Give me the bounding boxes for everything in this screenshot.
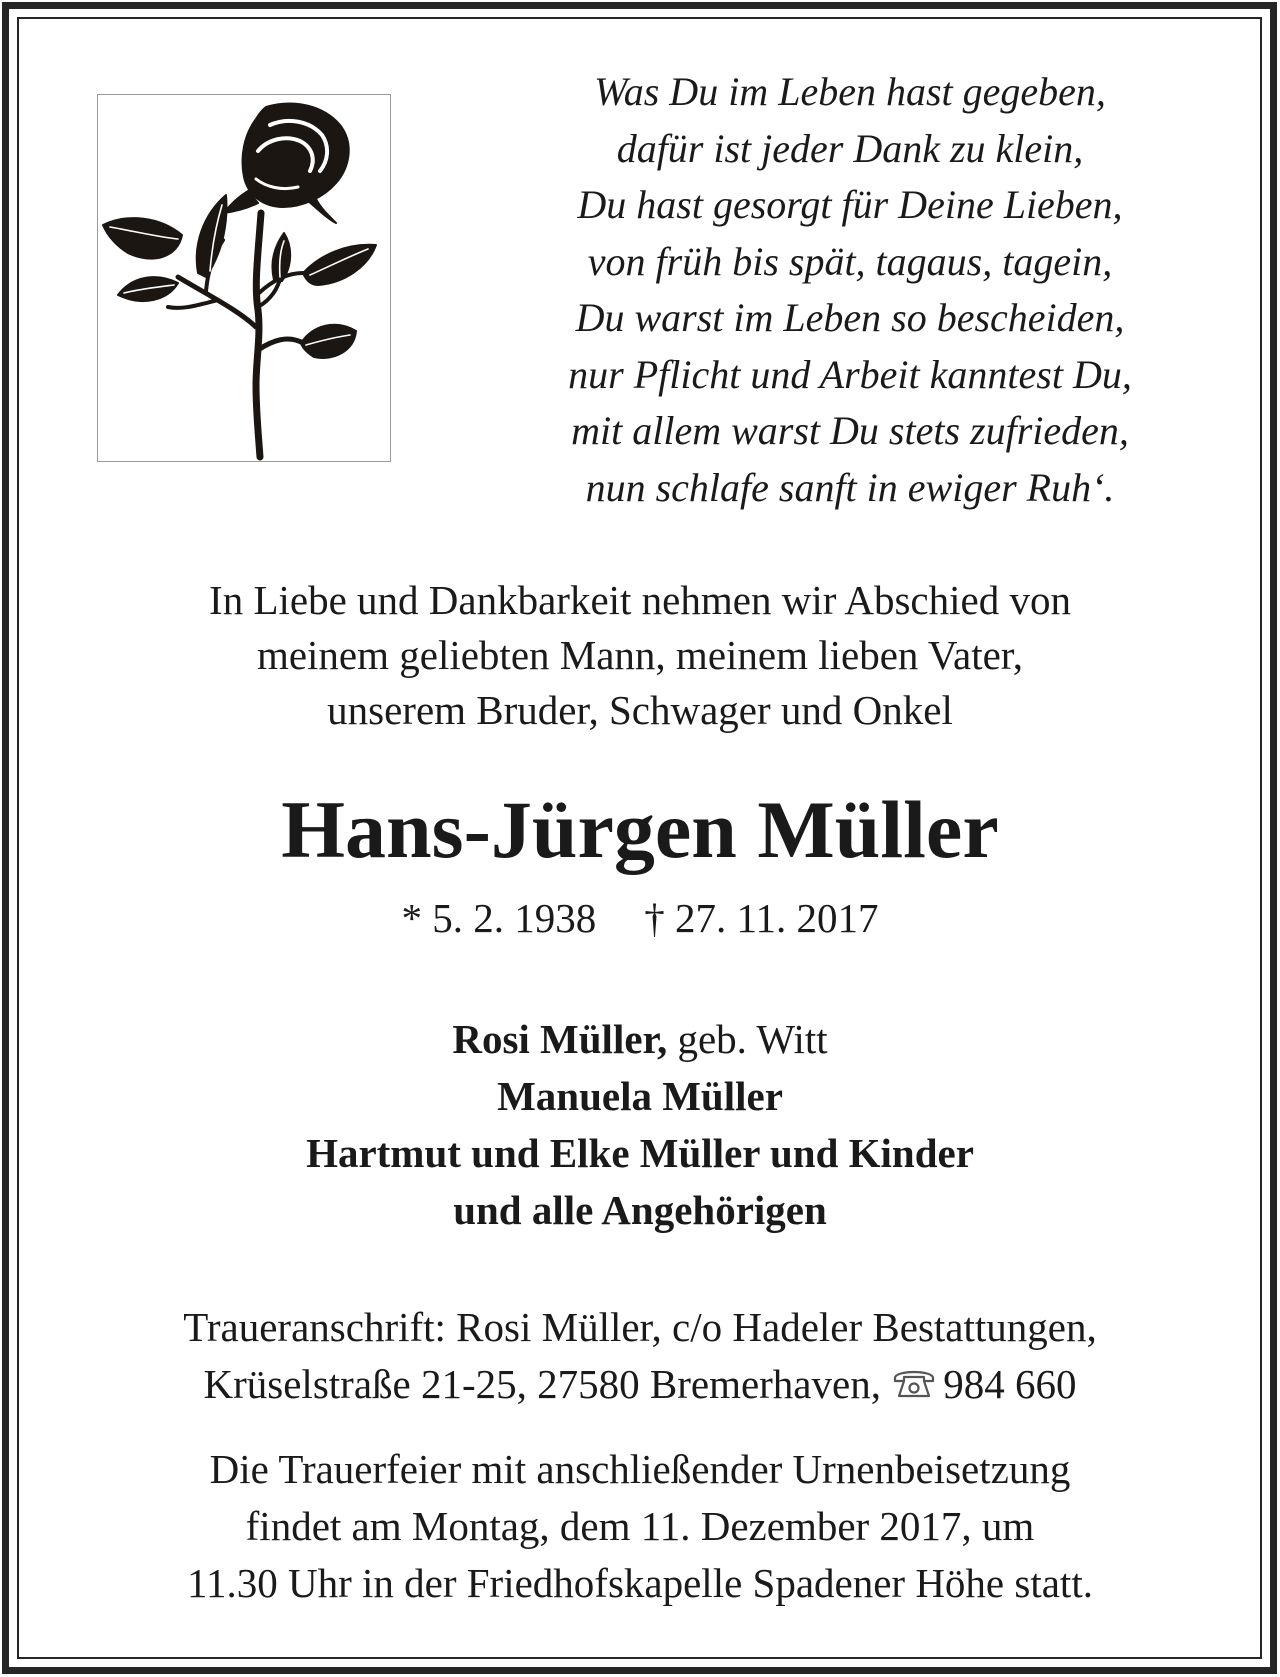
poem xyxy=(470,64,1230,516)
poem-line: Was Du im Leben hast gegeben, xyxy=(594,69,1106,114)
mourner-name: Rosi Müller, xyxy=(452,1016,668,1062)
intro-line: meinem geliebten Mann, meinem lieben Vater, xyxy=(256,632,1024,678)
mourner-line: Manuela Müller xyxy=(497,1073,783,1119)
telephone-icon xyxy=(891,1366,937,1400)
ceremony-line: findet am Montag, dem 11. Dezember 2017, um xyxy=(245,1503,1035,1549)
mourner-line: Hartmut und Elke Müller und Kinder xyxy=(306,1130,974,1176)
rose-image-box xyxy=(97,94,391,462)
address-street: Krüselstraße 21-25, 27580 Bremerhaven, xyxy=(203,1361,892,1407)
mourner-maiden-name: geb. Witt xyxy=(667,1016,828,1062)
ceremony-info xyxy=(40,1441,1240,1612)
poem-line: von früh bis spät, tagaus, tagein, xyxy=(587,238,1113,284)
mourning-address xyxy=(40,1299,1240,1413)
address-line: Traueranschrift: Rosi Müller, c/o Hadeler Bestattungen, xyxy=(183,1304,1097,1350)
birth-date: * 5. 2. 1938 xyxy=(401,895,597,941)
mourner-line: und alle Angehörigen xyxy=(453,1187,827,1233)
poem-line: mit allem warst Du stets zufrieden, xyxy=(571,408,1129,453)
poem-line: Du warst im Leben so bescheiden, xyxy=(575,295,1125,340)
death-date: † 27. 11. 2017 xyxy=(644,895,879,941)
mourner-line xyxy=(40,1011,1240,1068)
intro-line: In Liebe und Dankbarkeit nehmen wir Abschied von xyxy=(209,577,1071,623)
life-dates xyxy=(40,890,1240,946)
poem-line: dafür ist jeder Dank zu klein, xyxy=(616,125,1084,171)
deceased-name: Hans-Jürgen Müller xyxy=(281,784,999,875)
intro-line: unserem Bruder, Schwager und Onkel xyxy=(327,687,953,733)
farewell-intro xyxy=(40,573,1240,738)
ceremony-line: Die Trauerfeier mit anschließender Urnenbeisetzung xyxy=(209,1446,1071,1492)
poem-line: nun schlafe sanft in ewiger Ruh‘. xyxy=(585,464,1115,510)
ceremony-line: 11.30 Uhr in der Friedhofskapelle Spadener Höhe statt. xyxy=(187,1560,1093,1606)
phone-number: 984 660 xyxy=(943,1361,1077,1407)
address-line xyxy=(40,1356,1240,1413)
rose-icon xyxy=(98,95,390,461)
poem-line: nur Pflicht und Arbeit kanntest Du, xyxy=(568,351,1132,397)
poem-line: Du hast gesorgt für Deine Lieben, xyxy=(577,182,1123,227)
mourners-list xyxy=(40,1011,1240,1239)
